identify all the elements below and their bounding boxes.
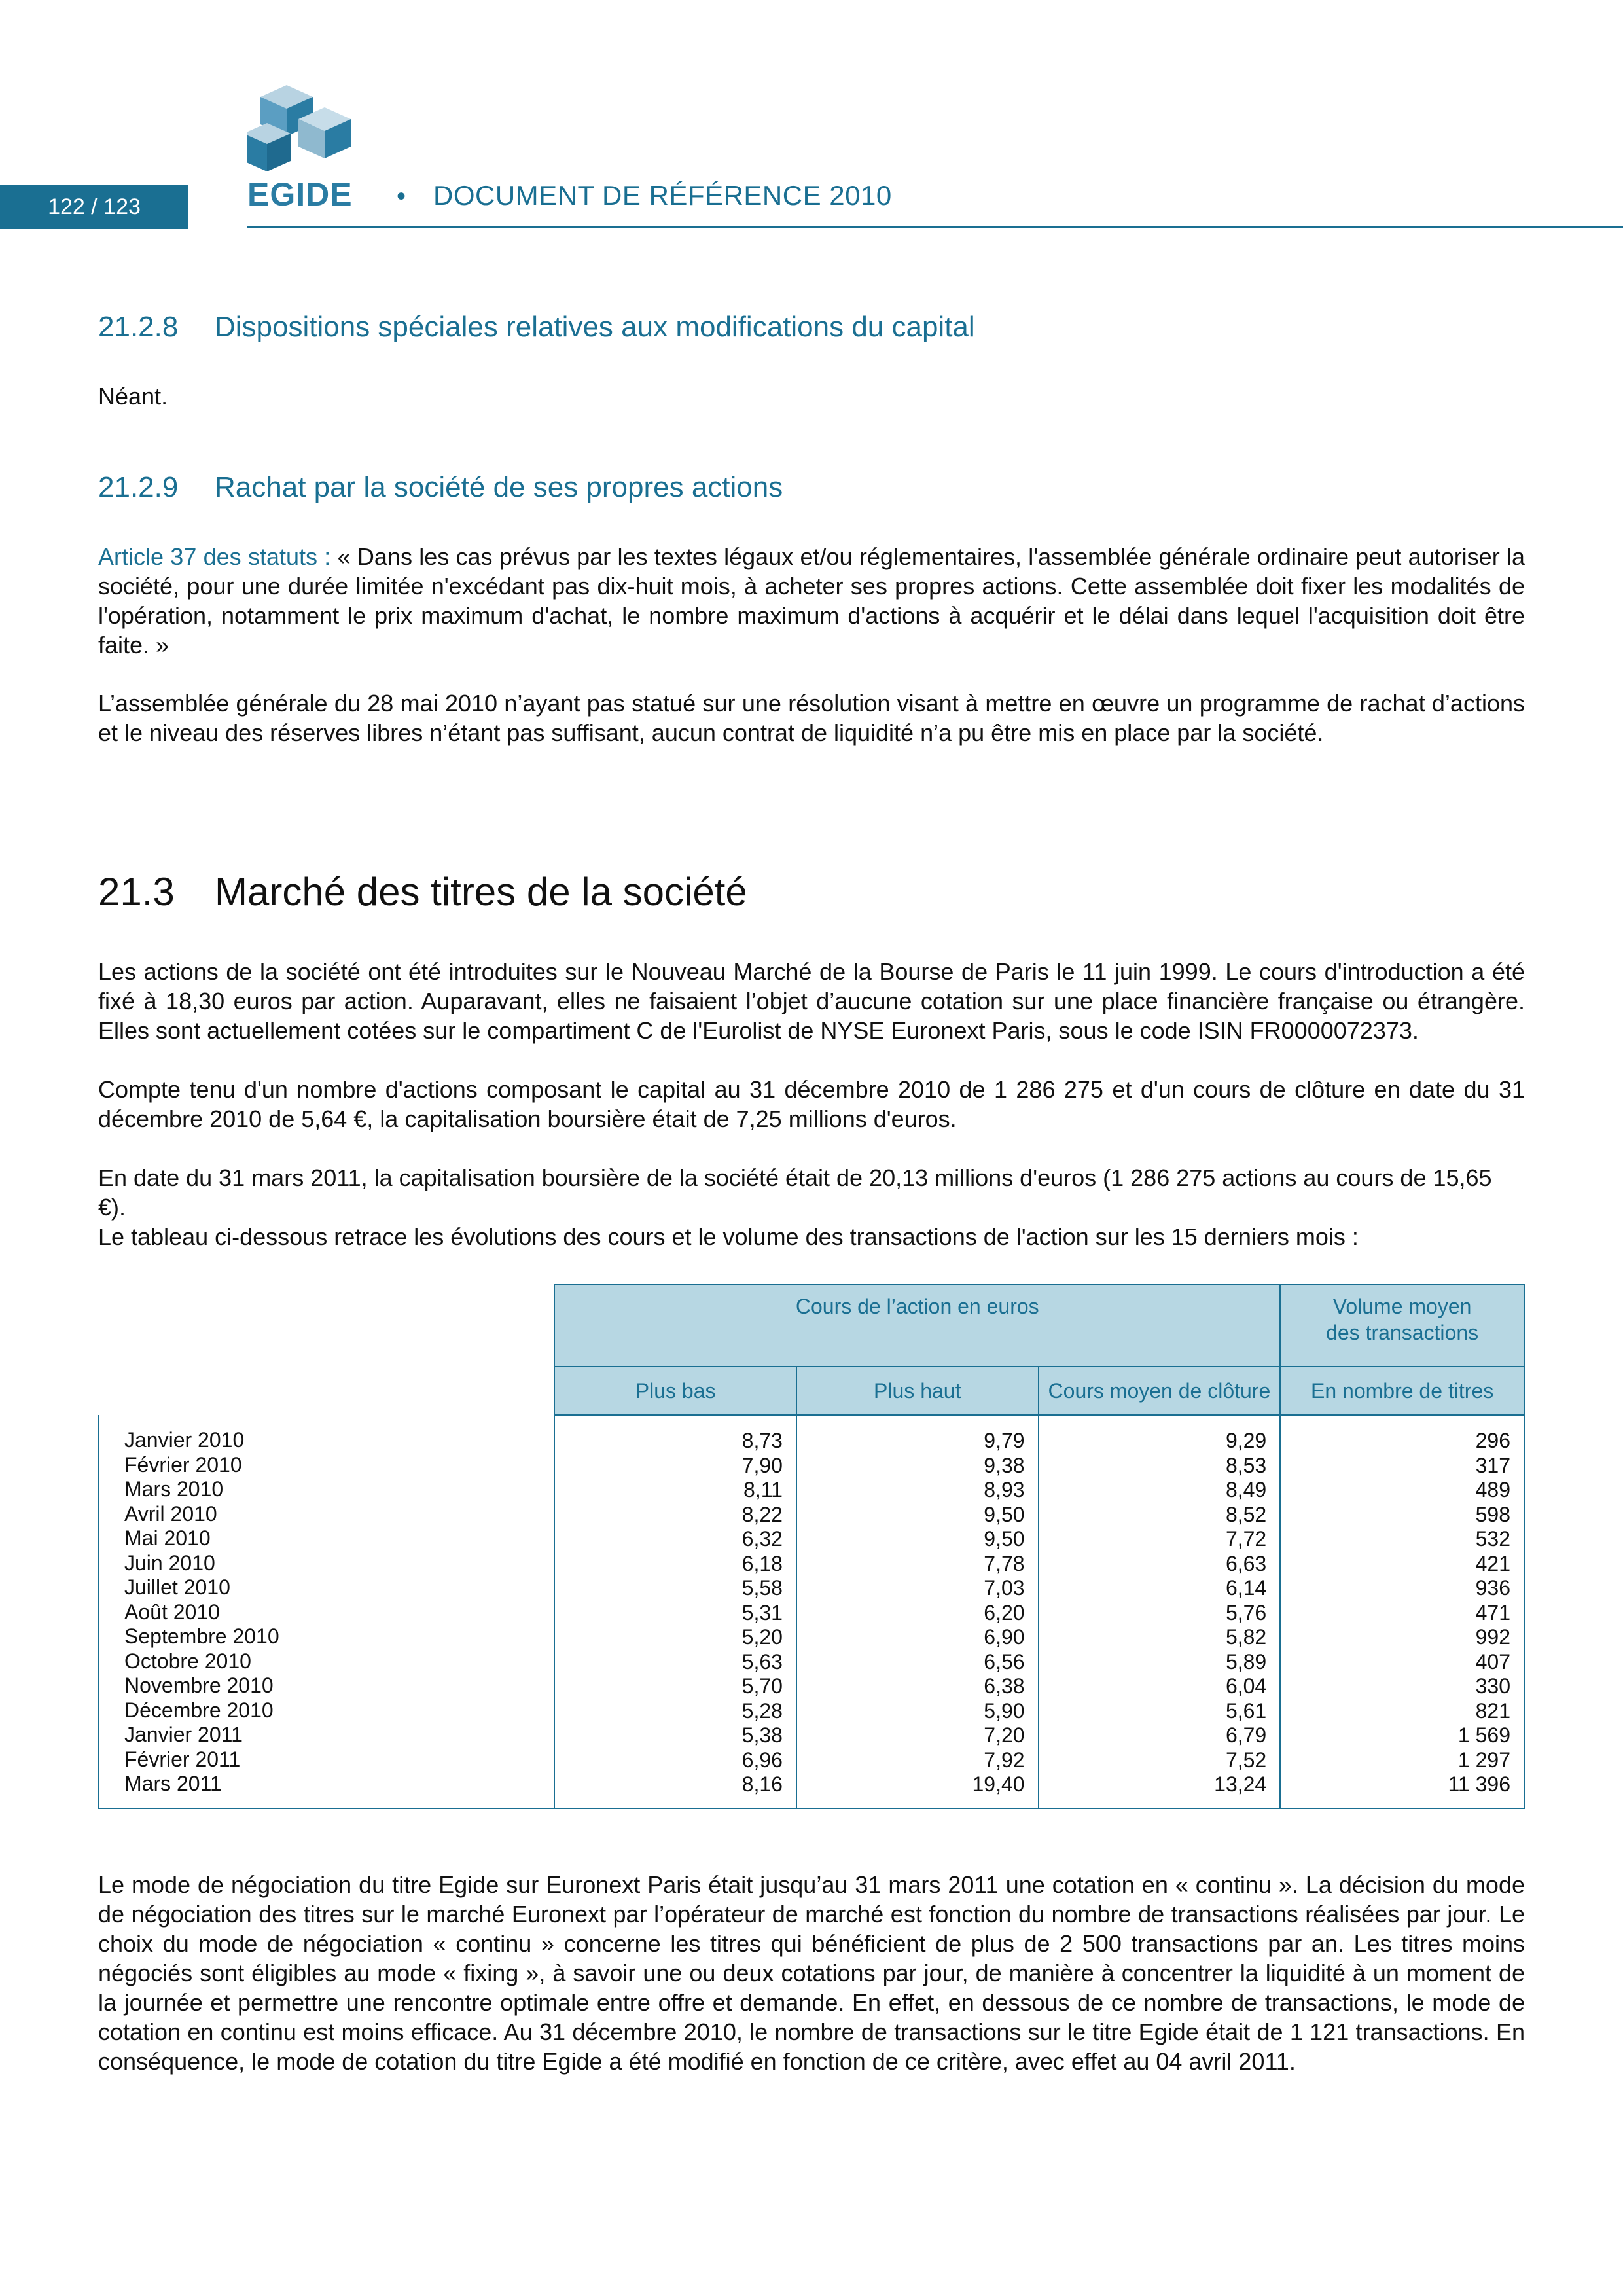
volume-cell: 471 <box>1475 1600 1510 1624</box>
volume-cell: 532 <box>1475 1527 1510 1551</box>
cours-moyen-cell: 5,61 <box>1225 1698 1267 1723</box>
cours-moyen-cell: 8,49 <box>1225 1478 1267 1501</box>
plus-haut-cell: 19,40 <box>972 1772 1025 1796</box>
plus-haut-cell: 6,20 <box>984 1600 1025 1624</box>
plus-haut-cell: 8,93 <box>984 1478 1025 1501</box>
cours-moyen-cell: 7,52 <box>1225 1748 1267 1772</box>
plus-haut-cell: 7,92 <box>984 1748 1025 1772</box>
article-text: « Dans les cas prévus par les textes légaux et/ou réglementaires, l'assemblée générale ordinaire peut autoriser la société, pour une durée limitée n'excédant pas dix-huit mois, à acheter ses propres actions. Cette assemblée doit fixer les modalités de l'opération, notamment le prix maximum d'achat, le nombre maximum d'actions à acquérir et le délai dans lequel l'acquisition doit être faite. » <box>98 543 1525 658</box>
month-cell: Mars 2010 <box>124 1477 224 1501</box>
section-2128-heading <box>98 311 975 344</box>
group-header-volume-line2: des transactions <box>1326 1321 1479 1344</box>
header-divider <box>247 226 1623 228</box>
article-37-paragraph <box>98 542 1525 660</box>
plus-haut-column <box>796 1415 1039 1808</box>
volume-cell: 11 396 <box>1448 1772 1510 1796</box>
plus-bas-cell: 5,20 <box>741 1625 783 1649</box>
plus-bas-cell: 5,70 <box>741 1674 783 1698</box>
cours-moyen-cell: 8,53 <box>1225 1453 1267 1477</box>
volume-cell: 407 <box>1475 1649 1510 1674</box>
plus-haut-cell: 9,79 <box>984 1429 1025 1452</box>
plus-bas-cell: 8,11 <box>743 1478 783 1501</box>
volume-cell: 1 297 <box>1457 1748 1510 1772</box>
table-intro-paragraph: Le tableau ci-dessous retrace les évolutions des cours et le volume des transactions de l'action sur les 15 derniers mois : <box>98 1223 1359 1250</box>
month-cell: Janvier 2011 <box>124 1723 243 1746</box>
section-number: 21.2.9 <box>98 471 179 503</box>
section-2128-body: Néant. <box>98 383 168 410</box>
plus-bas-cell: 8,16 <box>741 1772 783 1796</box>
page-indicator: 122 / 123 <box>0 185 188 229</box>
month-cell: Avril 2010 <box>124 1501 217 1526</box>
plus-bas-cell: 5,58 <box>741 1576 783 1600</box>
month-cell: Mai 2010 <box>124 1526 211 1550</box>
cours-moyen-cell: 5,76 <box>1225 1600 1267 1624</box>
cours-moyen-cell: 8,52 <box>1225 1502 1267 1526</box>
assemblee-paragraph: L’assemblée générale du 28 mai 2010 n’ayant pas statué sur une résolution visant à mettre en œuvre un programme de rachat d’actions et le niveau des réserves libres n’étant pas suffisant, aucun contrat de liquidité n’a pu être mis en place par la société. <box>98 690 1525 746</box>
volume-cell: 821 <box>1475 1698 1510 1723</box>
plus-haut-cell: 7,78 <box>984 1551 1025 1575</box>
month-cell: Juillet 2010 <box>124 1575 230 1599</box>
month-cell: Février 2010 <box>124 1452 242 1477</box>
plus-bas-cell: 6,96 <box>741 1748 783 1772</box>
month-cell: Novembre 2010 <box>124 1674 274 1697</box>
month-cell: Octobre 2010 <box>124 1649 251 1673</box>
cours-moyen-cell: 7,72 <box>1225 1527 1267 1551</box>
cours-moyen-column <box>1039 1415 1281 1808</box>
volume-cell: 421 <box>1475 1551 1510 1575</box>
month-cell: Janvier 2010 <box>124 1428 245 1452</box>
col-header-plus-bas: Plus bas <box>554 1367 796 1415</box>
section-number: 21.2.8 <box>98 311 179 343</box>
volume-cell: 296 <box>1475 1429 1510 1452</box>
volume-cell: 330 <box>1475 1674 1510 1698</box>
bullet: • <box>397 182 406 211</box>
cours-moyen-cell: 5,89 <box>1225 1649 1267 1674</box>
intro-paragraph: Les actions de la société ont été introduites sur le Nouveau Marché de la Bourse de Paris le 11 juin 1999. Le cours d'introduction a été fixé à 18,30 euros par action. Auparavant, elles ne faisaient l’objet d’aucune cotation sur une place financière française ou étrangère. Elles sont actuellement cotées sur le compartiment C de l'Eurolist de NYSE Euronext Paris, sous le code ISIN FR0000072373. <box>98 958 1525 1044</box>
group-header-volume-line1: Volume moyen <box>1332 1295 1472 1318</box>
plus-bas-cell: 8,22 <box>741 1502 783 1526</box>
section-title: Marché des titres de la société <box>215 870 747 914</box>
cours-moyen-cell: 6,14 <box>1225 1576 1267 1600</box>
volume-cell: 489 <box>1475 1478 1510 1501</box>
negotiation-mode-paragraph: Le mode de négociation du titre Egide sur Euronext Paris était jusqu’au 31 mars 2011 une cotation en « continu ». La décision du mode de négociation des titres sur le marché Euronext par l’opérateur de marché est fonction du nombre de transactions réalisées par jour. Le choix du mode de négociation « continu » concerne les titres qui bénéficient de plus de 2 500 transactions par an. Les titres moins négociés sont éligibles au mode « fixing », à savoir une ou deux cotations par jour, de manière à concentrer la liquidité à un moment de la journée et permettre une rencontre optimale entre offre et demande. En effet, en dessous de ce nombre de transactions, le mode de cotation en continu est moins efficace. Au 31 décembre 2010, le nombre de transactions sur le titre Egide était de 1 121 transactions. En conséquence, le mode de cotation du titre Egide a été modifié en fonction de ce critère, avec effet au 04 avril 2011. <box>98 1871 1525 2075</box>
plus-bas-cell: 6,32 <box>741 1527 783 1551</box>
plus-haut-cell: 9,50 <box>984 1527 1025 1551</box>
capitalisation-paragraph: Compte tenu d'un nombre d'actions composant le capital au 31 décembre 2010 de 1 286 275 et d'un cours de clôture en date du 31 décembre 2010 de 5,64 €, la capitalisation boursière était de 7,25 millions d'euros. <box>98 1076 1525 1132</box>
month-cell: Août 2010 <box>124 1600 220 1624</box>
plus-bas-cell: 8,73 <box>741 1429 783 1452</box>
cours-moyen-cell: 6,04 <box>1225 1674 1267 1698</box>
plus-bas-cell: 5,63 <box>741 1649 783 1674</box>
plus-haut-cell: 7,20 <box>984 1723 1025 1747</box>
capitalisation-march-paragraph: En date du 31 mars 2011, la capitalisation boursière de la société était de 20,13 millions d'euros (1 286 275 actions au cours de 15,65 €). <box>98 1164 1492 1221</box>
section-213-heading <box>98 869 747 914</box>
col-header-nombre-titres: En nombre de titres <box>1280 1367 1524 1415</box>
month-cell: Septembre 2010 <box>124 1624 279 1648</box>
plus-haut-cell: 9,38 <box>984 1453 1025 1477</box>
section-number: 21.3 <box>98 870 175 914</box>
section-title: Rachat par la société de ses propres actions <box>215 471 783 503</box>
plus-bas-cell: 6,18 <box>741 1551 783 1575</box>
volume-cell: 936 <box>1475 1576 1510 1600</box>
logo-text: EGIDE <box>247 176 353 213</box>
stock-price-table <box>98 1284 1525 1809</box>
article-label: Article 37 des statuts : <box>98 543 331 570</box>
cours-moyen-cell: 6,63 <box>1225 1551 1267 1575</box>
plus-haut-cell: 5,90 <box>984 1698 1025 1723</box>
month-cell: Juin 2010 <box>124 1551 215 1575</box>
group-header-volume <box>1280 1285 1524 1367</box>
plus-bas-cell: 5,38 <box>741 1723 783 1747</box>
month-cell: Février 2011 <box>124 1747 241 1771</box>
plus-bas-cell: 7,90 <box>741 1453 783 1477</box>
group-header-cours: Cours de l’action en euros <box>554 1285 1280 1367</box>
volume-cell: 317 <box>1475 1453 1510 1477</box>
cours-moyen-cell: 5,82 <box>1225 1625 1267 1649</box>
cours-moyen-cell: 6,79 <box>1225 1723 1267 1747</box>
table-empty-corner <box>99 1285 554 1415</box>
cours-moyen-cell: 13,24 <box>1214 1772 1267 1796</box>
section-2129-heading <box>98 471 783 504</box>
month-column <box>99 1415 554 1808</box>
plus-bas-cell: 5,31 <box>741 1600 783 1624</box>
volume-cell: 1 569 <box>1457 1723 1510 1747</box>
col-header-cours-moyen: Cours moyen de clôture <box>1039 1367 1281 1415</box>
plus-haut-cell: 6,56 <box>984 1649 1025 1674</box>
month-cell: Mars 2011 <box>124 1772 222 1795</box>
volume-cell: 992 <box>1475 1625 1510 1649</box>
plus-bas-column <box>554 1415 796 1808</box>
plus-haut-cell: 7,03 <box>984 1576 1025 1600</box>
plus-haut-cell: 9,50 <box>984 1502 1025 1526</box>
plus-haut-cell: 6,38 <box>984 1674 1025 1698</box>
section-title: Dispositions spéciales relatives aux modifications du capital <box>215 311 975 343</box>
cours-moyen-cell: 9,29 <box>1225 1429 1267 1452</box>
document-title: DOCUMENT DE RÉFÉRENCE 2010 <box>433 180 892 211</box>
plus-bas-cell: 5,28 <box>741 1698 783 1723</box>
volume-column <box>1280 1415 1524 1808</box>
col-header-plus-haut: Plus haut <box>796 1367 1039 1415</box>
month-cell: Décembre 2010 <box>124 1698 274 1722</box>
volume-cell: 598 <box>1475 1502 1510 1526</box>
plus-haut-cell: 6,90 <box>984 1625 1025 1649</box>
